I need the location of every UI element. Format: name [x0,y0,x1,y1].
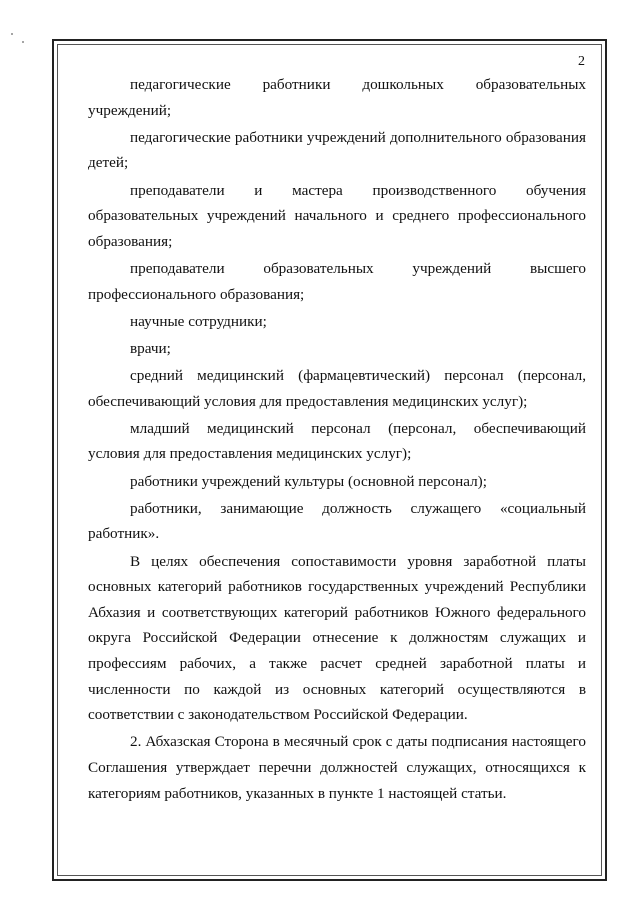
document-body [88,72,586,808]
paragraph-doctors: врачи; [130,339,171,357]
paragraph-social-worker: работники, занимающие должность служащего «социальный работник». [88,499,586,543]
paragraph-higher-education: преподаватели образовательных учреждений высшего профессионального образования; [88,259,586,303]
paragraph-additional-education: педагогические работники учреждений дополнительного образования детей; [88,128,586,172]
paragraph-vocational-teachers: преподаватели и мастера производственного обучения образовательных учреждений начального и среднего профессионального образования; [88,181,586,250]
paragraph-abkhaz-side: 2. Абхазская Сторона в месячный срок с даты подписания настоящего Соглашения утверждает перечни должностей служащих, относящихся к категориям работников, указанных в пункте 1 настоящей статьи. [88,733,586,802]
paragraph-mid-medical-staff: средний медицинский (фармацевтический) персонал (персонал, обеспечивающий условия для предоставления медицинских услуг); [88,367,586,410]
scan-speck [22,41,24,43]
paragraph-researchers: научные сотрудники; [130,312,267,330]
paragraph-preschool-teachers: педагогические работники дошкольных образовательных учреждений; [88,76,586,119]
scan-speck [11,33,13,35]
paragraph-junior-medical-staff: младший медицинский персонал (персонал, обеспечивающий условия для предоставления медицинских услуг); [88,419,586,463]
paragraph-culture-workers: работники учреждений культуры (основной персонал); [130,472,487,490]
paragraph-salary-comparability: В целях обеспечения сопоставимости уровня заработной платы основных категорий работников государственных учреждений Республики Абхазия и соответствующих категорий работников Южного федерального округа Российской Федерации отнесение к должностям служащих и профессиям рабочих, а также расчет средней заработной платы и численности по каждой из основных категорий осуществляются в соответствии с законодательством Российской Федерации. [88,552,586,724]
page-number: 2 [578,54,585,69]
